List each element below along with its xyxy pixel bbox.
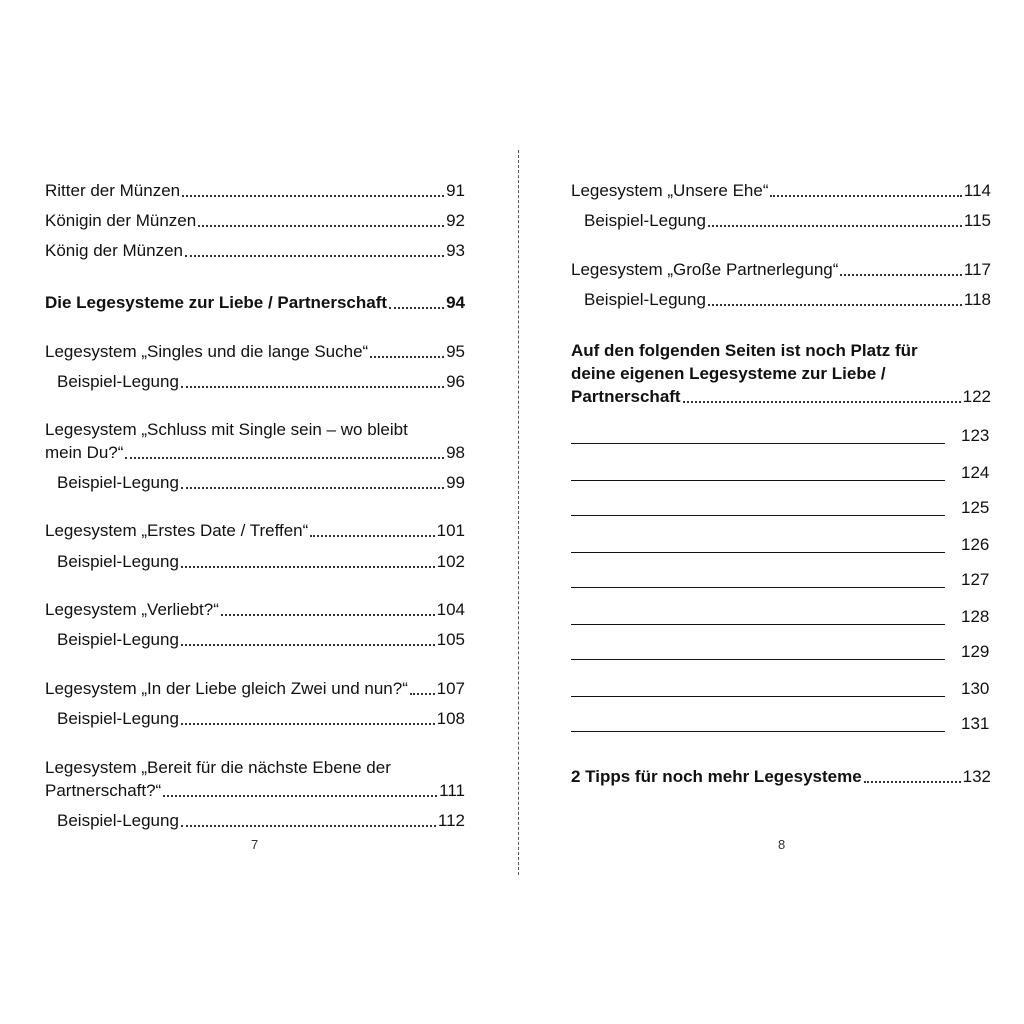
blank-line-page-number: 123 [961, 426, 990, 445]
toc-entry-label: Partnerschaft [571, 387, 681, 406]
toc-leader-dots [389, 306, 444, 309]
blank-write-line [571, 535, 989, 555]
blank-line-page-number: 124 [961, 463, 990, 482]
toc-entry-label: Königin der Münzen [45, 211, 197, 230]
blank-write-line [571, 714, 989, 734]
toc-entry-label: Beispiel-Legung [584, 290, 706, 309]
toc-entry-label: Partnerschaft?“ [45, 781, 162, 800]
toc-page-number: 115 [963, 211, 991, 230]
toc-leader-dots [221, 613, 435, 616]
toc-entry-label: deine eigenen Legesysteme zur Liebe / [571, 364, 886, 383]
toc-leader-dots [181, 486, 444, 489]
toc-leader-dots [683, 400, 961, 403]
blank-line-page-number: 129 [961, 642, 990, 661]
toc-page-number: 102 [436, 552, 465, 571]
toc-leader-dots [185, 254, 444, 257]
toc-page-number: 108 [436, 709, 465, 728]
toc-subentry[interactable] [57, 809, 465, 832]
toc-page-number: 101 [436, 521, 465, 540]
toc-subentry[interactable] [584, 209, 991, 232]
toc-subentry[interactable] [57, 628, 465, 651]
toc-entry-label: Legesystem „Bereit für die nächste Ebene der [45, 758, 391, 777]
toc-entry-label: Legesystem „Große Partnerlegung“ [571, 260, 839, 279]
toc-entry-label: Beispiel-Legung [57, 811, 179, 830]
toc-entry-label: Beispiel-Legung [57, 473, 179, 492]
toc-subentry[interactable] [57, 370, 465, 393]
toc-section-heading[interactable] [45, 291, 465, 314]
toc-entry-label: Beispiel-Legung [57, 709, 179, 728]
toc-page-number: 98 [446, 443, 465, 462]
page-number-footer: 8 [778, 837, 786, 852]
blank-rule [571, 695, 945, 697]
toc-leader-dots [181, 643, 435, 646]
toc-subentry[interactable] [57, 707, 465, 730]
blank-line-page-number: 126 [961, 535, 990, 554]
toc-page-number: 118 [963, 290, 991, 309]
blank-rule [571, 514, 945, 516]
toc-entry[interactable] [45, 209, 465, 232]
toc-entry-label: Legesystem „Schluss mit Single sein – wo bleibt [45, 420, 408, 439]
toc-entry[interactable] [45, 179, 465, 202]
blank-rule [571, 442, 945, 444]
toc-page-number: 105 [436, 630, 465, 649]
toc-entry-label: mein Du?“ [45, 443, 124, 462]
toc-entry[interactable] [45, 519, 465, 542]
toc-entry-label: Legesystem „Verliebt?“ [45, 600, 219, 619]
blank-rule [571, 658, 945, 660]
toc-page-number: 96 [446, 372, 465, 391]
toc-entry[interactable] [45, 756, 465, 802]
toc-entry-label: Ritter der Münzen [45, 181, 181, 200]
toc-entry[interactable] [45, 677, 465, 700]
blank-rule [571, 586, 945, 588]
toc-page-number: 107 [436, 679, 465, 698]
toc-page-number: 91 [446, 181, 465, 200]
toc-leader-dots [181, 722, 435, 725]
toc-entry[interactable] [571, 258, 991, 281]
toc-leader-dots [708, 224, 962, 227]
blank-write-line [571, 426, 989, 446]
toc-entry[interactable] [45, 418, 465, 464]
toc-leader-dots [182, 194, 444, 197]
blank-rule [571, 623, 945, 625]
toc-entry-label: Legesystem „Unsere Ehe“ [571, 181, 769, 200]
toc-entry-label: Beispiel-Legung [584, 211, 706, 230]
toc-entry[interactable] [45, 340, 465, 363]
toc-leader-dots [181, 824, 436, 827]
toc-page-number: 92 [446, 211, 465, 230]
toc-page-number: 112 [437, 811, 465, 830]
toc-entry[interactable] [571, 179, 991, 202]
blank-line-page-number: 128 [961, 607, 990, 626]
blank-write-line [571, 607, 989, 627]
toc-section-heading[interactable] [571, 339, 991, 408]
blank-line-page-number: 130 [961, 679, 990, 698]
toc-leader-dots [864, 780, 961, 783]
toc-page-number: 104 [436, 600, 465, 619]
toc-entry-label: 2 Tipps für noch mehr Legesysteme [571, 767, 862, 786]
blank-line-page-number: 131 [961, 714, 990, 733]
toc-leader-dots [708, 303, 962, 306]
toc-subentry[interactable] [584, 288, 991, 311]
toc-entry-label: Legesystem „In der Liebe gleich Zwei und nun?“ [45, 679, 408, 698]
toc-entry-label: Beispiel-Legung [57, 630, 179, 649]
toc-entry-label: Legesystem „Erstes Date / Treffen“ [45, 521, 309, 540]
toc-page-number: 93 [446, 241, 465, 260]
toc-page-number: 94 [446, 293, 465, 312]
toc-leader-dots [125, 456, 444, 459]
toc-page-number: 132 [962, 767, 991, 786]
blank-rule [571, 551, 945, 553]
blank-rule [571, 730, 945, 732]
toc-leader-dots [181, 565, 435, 568]
right-page [519, 0, 1024, 1024]
toc-subentry[interactable] [57, 550, 465, 573]
blank-write-line [571, 570, 989, 590]
toc-entry-label: Die Legesysteme zur Liebe / Partnerschaft [45, 293, 388, 312]
toc-leader-dots [163, 794, 437, 797]
toc-page-number: 117 [963, 260, 991, 279]
toc-subentry[interactable] [57, 471, 465, 494]
toc-leader-dots [840, 273, 961, 276]
toc-entry[interactable] [45, 598, 465, 621]
toc-entry-label: Auf den folgenden Seiten ist noch Platz für [571, 341, 918, 360]
toc-entry-label: Beispiel-Legung [57, 552, 179, 571]
blank-write-line [571, 498, 989, 518]
toc-leader-dots [198, 224, 444, 227]
toc-page-number: 114 [963, 181, 991, 200]
toc-page-number: 99 [446, 473, 465, 492]
toc-leader-dots [310, 534, 434, 537]
blank-write-line [571, 679, 989, 699]
blank-line-page-number: 127 [961, 570, 990, 589]
toc-entry-label: König der Münzen [45, 241, 183, 260]
blank-write-line [571, 642, 989, 662]
toc-leader-dots [181, 385, 444, 388]
toc-page-number: 111 [439, 781, 465, 800]
toc-page-number: 95 [446, 342, 465, 361]
toc-page-number: 122 [962, 387, 991, 406]
blank-write-line [571, 463, 989, 483]
toc-entry-label: Legesystem „Singles und die lange Suche“ [45, 342, 369, 361]
page-number-footer: 7 [251, 837, 259, 852]
blank-rule [571, 479, 945, 481]
toc-entry-label: Beispiel-Legung [57, 372, 179, 391]
toc-section-heading[interactable] [571, 765, 991, 788]
toc-leader-dots [770, 194, 961, 197]
toc-leader-dots [370, 355, 444, 358]
blank-line-page-number: 125 [961, 498, 990, 517]
toc-leader-dots [410, 692, 435, 695]
toc-entry[interactable] [45, 239, 465, 262]
